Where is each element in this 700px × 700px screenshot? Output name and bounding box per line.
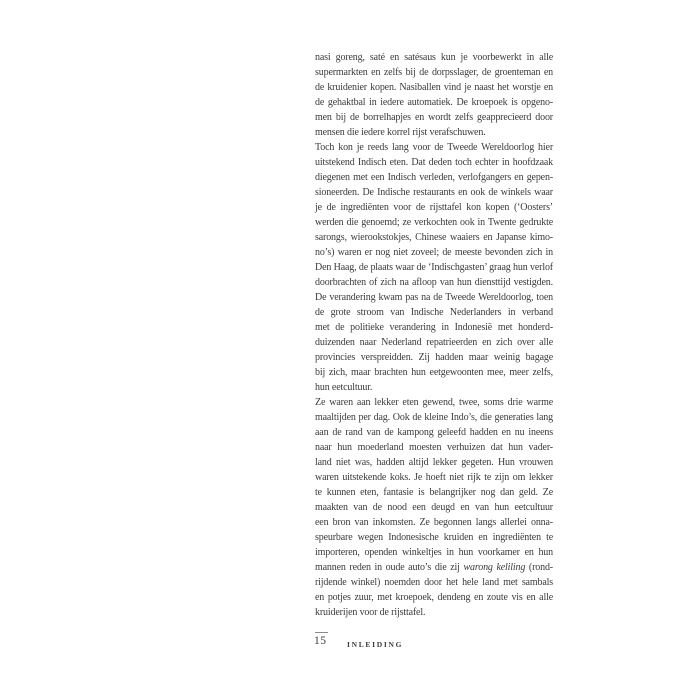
text-line: en potjes zuur, met kroepoek, dendeng en zoute vis en alle (315, 592, 553, 603)
text-line: mensen die iedere korrel rijst verafschuwen. (315, 127, 486, 138)
text-line: met de politieke verandering in Indonesië met honderd- (315, 322, 553, 333)
text-line: doorbrachten of zich na afloop van hun diensttijd vestigden. (315, 277, 553, 288)
text-line: maakten van de nood een deugd en van hun eetcultuur (315, 502, 553, 513)
text-line: waren uitstekende koks. Je hoeft niet rijk te zijn om lekker (315, 472, 553, 483)
text-line: speurbare wegen Indonesische kruiden en ingrediënten te (315, 532, 553, 543)
text-line: bij zich, maar brachten hun eetgewoonten mee, meer zelfs, (315, 367, 553, 378)
text-line: no’s) waren er nog niet zoveel; de meeste bevonden zich in (315, 247, 553, 258)
text-line: mannen reden in oude auto’s die zij warong keliling (rond- (315, 562, 553, 573)
text-line: de grote stroom van Indische Nederlanders in verband (315, 307, 553, 318)
text-line: De verandering kwam pas na de Tweede Wereldoorlog, toen (315, 292, 553, 303)
text-line: supermarkten en zelfs bij de dorpsslager, de groenteman en (315, 67, 553, 78)
footer-rule (315, 632, 328, 633)
text-line: provincies verspreidden. Zij hadden maar weinig bagage (315, 352, 553, 363)
text-line: importeren, openden winkeltjes in hun voorkamer en hun (315, 547, 553, 558)
text-line: nasi goreng, saté en satésaus kun je voorbewerkt in alle (315, 52, 553, 63)
text-line: een bron van inkomsten. Ze begonnen langs allerlei onna- (315, 517, 553, 528)
page-number: 15 (314, 635, 327, 647)
text-line: land niet was, hadden altijd lekker gegeten. Hun vrouwen (315, 457, 553, 468)
running-title: INLEIDING (347, 640, 404, 649)
text-line: Toch kon je reeds lang voor de Tweede Wereldoorlog hier (315, 142, 553, 153)
text-line: diegenen met een Indisch verleden, verlofgangers en gepen- (315, 172, 553, 183)
text-line: kruiderijen voor de rijsttafel. (315, 607, 426, 618)
text-line: maaltijden per dag. Ook de kleine Indo’s, die generaties lang (315, 412, 553, 423)
text-line: duizenden naar Nederland repatrieerden en zich over alle (315, 337, 553, 348)
body-text (315, 50, 553, 620)
text-line: Den Haag, de plaats waar de ‘Indischgasten’ graag hun verlof (315, 262, 553, 273)
text-line: de kruidenier kopen. Nasiballen vind je naast het worstje en (315, 82, 553, 93)
text-line: te kunnen eten, fantasie is belangrijker nog dan geld. Ze (315, 487, 553, 498)
text-line: de gehaktbal in iedere automatiek. De kroepoek is opgeno- (315, 97, 553, 108)
text-line: rijdende winkel) noemden door het hele land met sambals (315, 577, 553, 588)
text-line: sarongs, wierookstokjes, Chinese waaiers en Japanse kimo- (315, 232, 553, 243)
text-line: je de ingrediënten voor de rijsttafel kon kopen (‘Oosters’ (315, 202, 553, 213)
text-line: men bij de borrelhapjes en wordt zelfs geapprecieerd door (315, 112, 553, 123)
text-line: sioneerden. De Indische restaurants en ook de winkels waar (315, 187, 553, 198)
text-line: naar hun moederland moesten verhuizen dat hun vader- (315, 442, 553, 453)
text-line: aan de rand van de kampong geleefd hadden en nu ineens (315, 427, 553, 438)
text-line: Ze waren aan lekker eten gewend, twee, soms drie warme (315, 397, 553, 408)
text-line: uitstekend Indisch eten. Dat deden toch echter in hoofdzaak (315, 157, 553, 168)
text-line: hun eetcultuur. (315, 382, 373, 393)
text-line: werden die genoemd; ze verkochten ook in Twente gedrukte (315, 217, 553, 228)
